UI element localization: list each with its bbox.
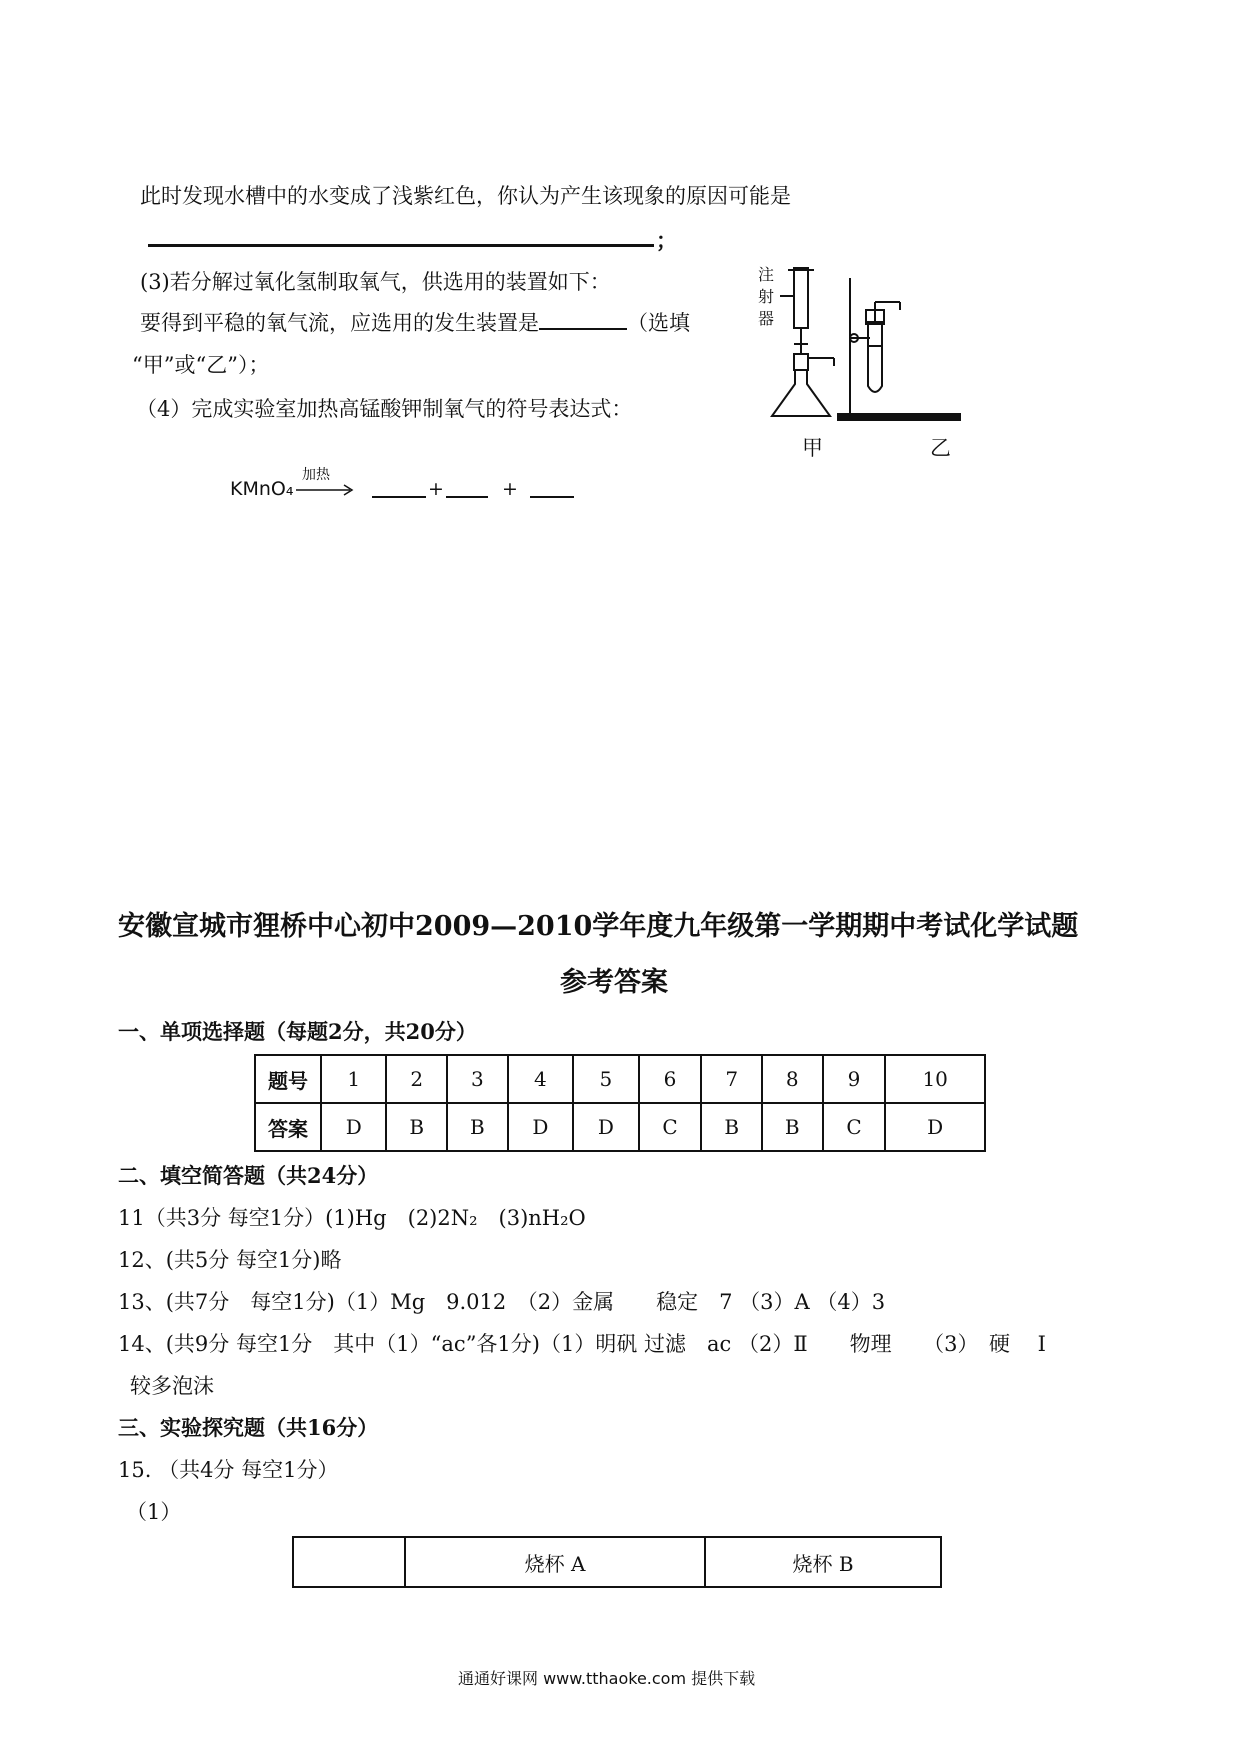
beaker-table [292,1536,942,1588]
table-cell-num: 5 [573,1055,638,1103]
beaker-table-cell-b: 烧杯 B [705,1537,941,1587]
beaker-table-empty-cell [293,1537,405,1587]
table-cell-ans: D [573,1103,638,1151]
table-cell-ans: B [386,1103,447,1151]
table-cell-ans: D [508,1103,573,1151]
label-yi: 乙 [930,436,951,460]
q3-line-2-text-b: （选填 [627,311,690,335]
table-cell-num: 7 [701,1055,762,1103]
table-cell-ans: B [762,1103,823,1151]
beaker-table-cell-a: 烧杯 A [405,1537,705,1587]
answer-15-sub-1: （1） [126,1500,182,1524]
table-row-answers [255,1103,985,1151]
apparatus-jia [772,268,834,416]
injector-label-char-2: 射 [758,287,775,306]
equation [230,467,600,514]
section-3-heading: 三、实验探究题（共16分） [118,1415,379,1440]
answer-13: 13、(共7分 每空1分)（1）Mg 9.012 （2）金属 稳定 7 （3）A （4）3 [118,1290,886,1314]
q3-line-1: (3)若分解过氧化氢制取氧气，供选用的装置如下： [140,270,611,294]
q4-line: （4）完成实验室加热高锰酸钾制氧气的符号表达式： [136,397,633,421]
table-cell-ans: D [885,1103,985,1151]
q3-line-3: “甲”或“乙”）； [132,353,270,377]
answers-title: 安徽宣城市狸桥中心初中2009—2010学年度九年级第一学期期中考试化学试题 [118,911,1079,942]
injector-label-char-1: 注 [758,265,775,284]
table-cell-num: 1 [321,1055,386,1103]
q-line-2-end: ； [656,228,677,253]
q3-line-2-text-a: 要得到平稳的氧气流，应选用的发生装置是 [140,311,539,335]
table-row [293,1537,941,1587]
plus-2: + [502,478,518,500]
condition-heat: 加热 [302,467,330,483]
product-blank-1 [372,474,426,498]
footer-text: 通通好课网 www.tthaoke.com 提供下载 [458,1669,756,1688]
product-blank-3 [530,474,574,498]
table-cell-ans: C [639,1103,702,1151]
apparatus-figure [750,262,1000,472]
q3-line-2 [140,307,690,337]
table-cell-ans: C [823,1103,886,1151]
table-cell-ans: B [701,1103,762,1151]
apparatus-yi [838,278,960,420]
table-cell-num: 3 [447,1055,508,1103]
answer-15: 15. （共4分 每空1分） [118,1458,339,1482]
table-cell-num: 4 [508,1055,573,1103]
answer-blank-device [539,308,627,330]
choice-answer-table [254,1054,986,1152]
label-jia: 甲 [802,436,823,460]
table-cell-header-num: 题号 [255,1055,321,1103]
table-cell-num: 9 [823,1055,886,1103]
table-cell-ans: D [321,1103,386,1151]
section-2-heading: 二、填空简答题（共24分） [118,1163,379,1188]
injector-label-char-3: 器 [758,309,775,328]
apparatus-drawing [750,262,1000,432]
q-line-1: 此时发现水槽中的水变成了浅紫红色，你认为产生该现象的原因可能是 [140,184,791,208]
answer-12: 12、(共5分 每空1分)略 [118,1248,342,1272]
plus-1: + [428,478,444,500]
reaction-arrow [296,484,356,496]
answer-blank-long [148,220,654,247]
product-blank-2 [446,474,488,498]
table-cell-num: 10 [885,1055,985,1103]
table-cell-ans: B [447,1103,508,1151]
table-cell-header-ans: 答案 [255,1103,321,1151]
answers-subtitle: 参考答案 [560,967,668,998]
table-cell-num: 6 [639,1055,702,1103]
answer-11: 11（共3分 每空1分）(1)Hg (2)2N₂ (3)nH₂O [118,1206,586,1230]
reactant-kmno4: KMnO₄ [230,478,294,500]
section-1-heading: 一、单项选择题（每题2分，共20分） [118,1019,477,1044]
table-cell-num: 2 [386,1055,447,1103]
answer-14-line-2: 较多泡沫 [130,1374,214,1398]
table-cell-num: 8 [762,1055,823,1103]
answer-14-line-1: 14、(共9分 每空1分 其中（1）“ac”各1分)（1）明矾 过滤 ac （2）Ⅱ 物理 （3） 硬 Ⅰ [118,1332,1046,1356]
table-row-numbers [255,1055,985,1103]
